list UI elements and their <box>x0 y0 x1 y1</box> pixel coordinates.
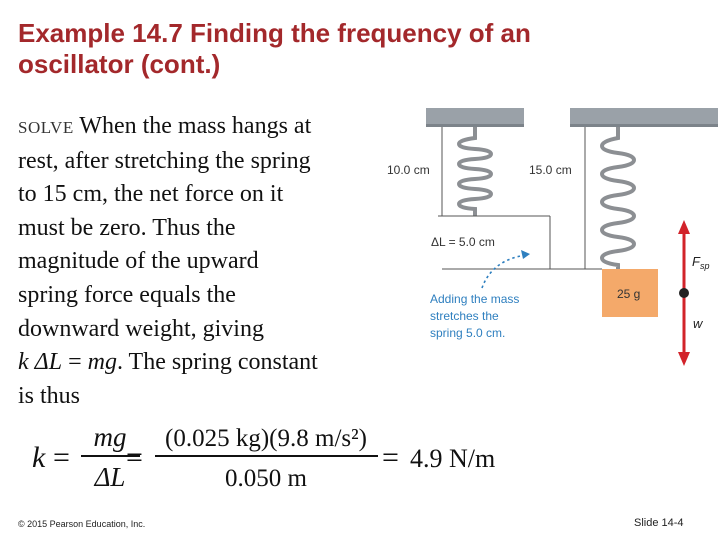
spring-force-arrowhead <box>678 220 690 234</box>
label-15cm: 15.0 cm <box>529 163 572 177</box>
spring-right <box>602 127 634 269</box>
slide-title <box>18 18 698 80</box>
copyright: © 2015 Pearson Education, Inc. <box>18 519 146 529</box>
caption-line-1: Adding the mass <box>430 292 520 306</box>
eq-frac1-denominator: ΔL <box>94 462 126 492</box>
body-k-symbol: k <box>18 349 29 376</box>
label-delta-l: ΔL = 5.0 cm <box>431 235 495 249</box>
title-line-1: Example 14.7 Finding the frequency of an <box>18 18 531 48</box>
eq-equals-1: = <box>53 441 70 474</box>
eq-equals-3: = <box>382 441 399 474</box>
force-weight-label: w <box>693 316 703 331</box>
eq-equals-2: = <box>126 441 143 474</box>
caption-line-3: spring 5.0 cm. <box>430 326 506 340</box>
body-line-2: rest, after stretching the spring <box>18 147 311 174</box>
force-spring-label: $F_{sp}$ <box>692 254 710 271</box>
spring-diagram <box>380 98 720 378</box>
body-line-7: downward weight, giving <box>18 315 264 342</box>
body-line-1: When the mass hangs at <box>79 113 312 139</box>
body-mg: mg <box>87 349 117 376</box>
spring-left <box>459 127 491 216</box>
body-line-6: spring force equals the <box>18 281 236 308</box>
eq-result: 4.9 N/m <box>410 444 496 473</box>
stretch-arrow-head <box>521 250 530 259</box>
body-line-9: is thus <box>18 382 81 409</box>
eq-frac2-denominator: 0.050 m <box>225 465 307 492</box>
mass-point <box>679 288 689 298</box>
ceiling-left-shadow <box>426 124 524 127</box>
ceiling-right <box>570 108 718 126</box>
caption-line-2: stretches the <box>430 309 499 323</box>
stretch-arrow <box>482 255 526 288</box>
title-line-2: oscillator (cont.) <box>18 49 221 79</box>
slide-number: Slide 14-4 <box>634 517 684 529</box>
solve-label: SOLVE <box>18 118 74 137</box>
body-line-8-rest: . The spring constant <box>116 349 318 376</box>
eq-k: k <box>32 441 46 474</box>
body-equals: = <box>68 349 82 376</box>
solution-text <box>18 110 386 413</box>
body-line-5: magnitude of the upward <box>18 248 259 275</box>
body-delta-l: ΔL <box>34 349 63 376</box>
eq-frac1-numerator: mg <box>93 422 127 452</box>
body-line-3: to 15 cm, the net force on it <box>18 181 284 208</box>
body-line-4: must be zero. Thus the <box>18 214 236 241</box>
spring-constant-equation <box>30 420 520 495</box>
ceiling-right-shadow <box>570 124 718 127</box>
ceiling-left <box>426 108 524 126</box>
label-10cm: 10.0 cm <box>387 163 430 177</box>
mass-label: 25 g <box>617 287 641 301</box>
weight-arrowhead <box>678 352 690 366</box>
eq-frac2-numerator: (0.025 kg)(9.8 m/s²) <box>165 425 367 452</box>
